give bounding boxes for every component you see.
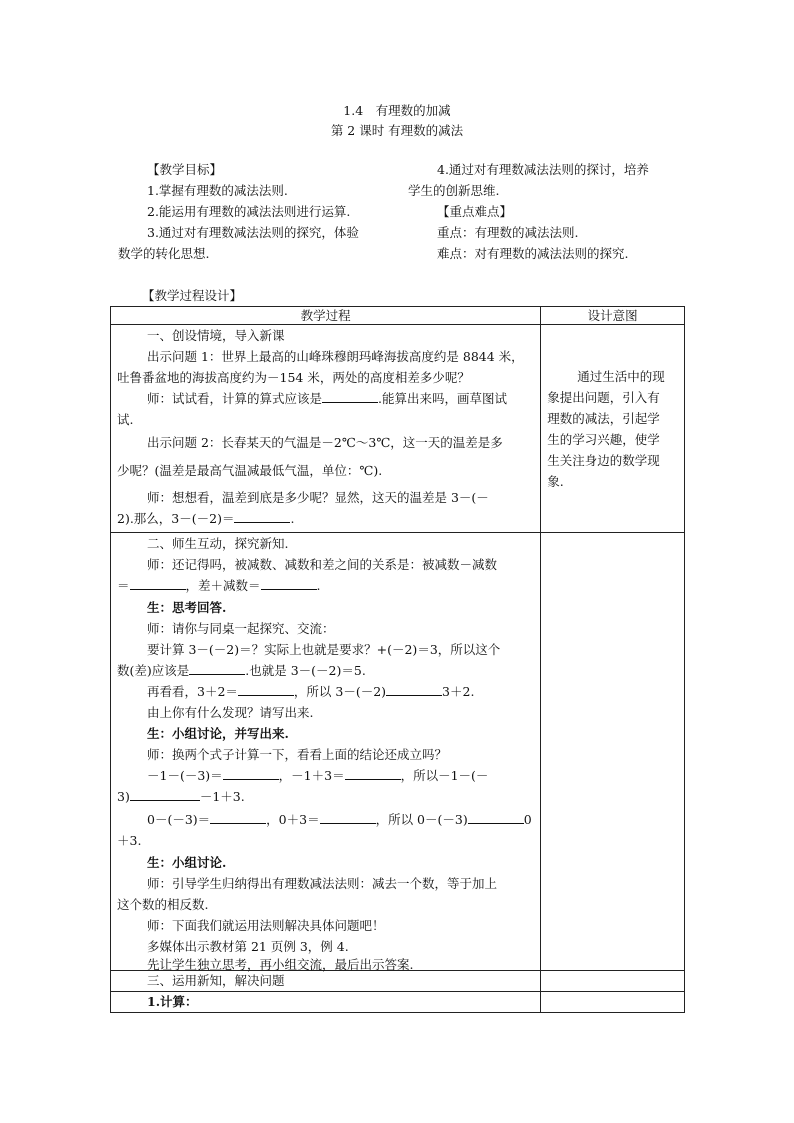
s2-line3-end: . [316, 578, 321, 593]
answer-blank[interactable] [234, 512, 290, 523]
answer-blank[interactable] [468, 813, 524, 824]
intent-line4: 生的学习兴趣，使学 [547, 432, 660, 447]
intent-line5: 生关注身边的数学现 [547, 453, 660, 468]
answer-blank[interactable] [189, 664, 245, 675]
objective-4-line2: 学生的创新思维. [408, 183, 500, 198]
objective-4-line1: 4.通过对有理数减法法则的探讨，培养 [437, 162, 649, 177]
answer-blank[interactable] [238, 685, 294, 696]
s2-student-line2: 生：小组讨论，并写出来. [147, 726, 289, 741]
section2-intent [541, 533, 685, 971]
answer-blank[interactable] [130, 790, 200, 801]
s2-line11: 师：换两个式子计算一下，看看上面的结论还成立吗？ [147, 747, 448, 762]
teacher-line2: 师：想想看，温差到底是多少呢？显然，这天的温差是 3－(－ [147, 490, 489, 505]
intent-line2: 象提出问题，引入有 [547, 390, 660, 405]
s2-line17: 师：引导学生归纳得出有理数减法法则：减去一个数，等于加上 [147, 876, 498, 891]
s2-line7-end: .也就是 3－(－2)＝5. [245, 663, 366, 678]
s2-line8-mid: ，所以 3－(－2) [293, 684, 387, 699]
s2-line3-text: ＝ [117, 578, 130, 593]
intent-line6: 象. [547, 474, 564, 489]
teacher-line1 [147, 392, 507, 406]
section1-content [111, 325, 541, 533]
table-row [111, 992, 685, 1013]
s2-line19: 师：下面我们就运用法则解决具体问题吧！ [147, 918, 385, 933]
section2-heading: 二、师生互动，探究新知. [147, 536, 289, 551]
s2-line7-text: 数(差)应该是 [117, 663, 190, 678]
s2-line2: 师：还记得吗，被减数、减数和差之间的关系是：被减数－减数 [147, 557, 498, 572]
answer-blank[interactable] [386, 685, 442, 696]
answer-blank[interactable] [320, 813, 376, 824]
section1-intent [541, 325, 685, 533]
s2-line12-end: ，所以－1－(－ [400, 768, 489, 783]
s2-line7 [117, 664, 366, 678]
section2-content [111, 533, 541, 971]
objective-1: 1.掌握有理数的减法法则. [147, 183, 288, 198]
teacher-line2-cont [117, 512, 294, 526]
lesson-subtitle: 第 2 课时 有理数的减法 [330, 123, 464, 138]
table-row [111, 325, 685, 533]
column-header-process: 教学过程 [111, 307, 541, 325]
s2-line14-end: 0 [523, 812, 532, 827]
answer-blank[interactable] [210, 813, 266, 824]
s2-line13 [117, 790, 245, 804]
s2-line14 [147, 813, 532, 827]
s2-line12 [147, 769, 488, 783]
problem1-line1: 出示问题 1：世界上最高的山峰珠穆朗玛峰海拔高度约是 8844 米， [147, 349, 524, 364]
answer-blank[interactable] [130, 579, 186, 590]
s2-line9: 由上你有什么发现？请写出来. [147, 705, 314, 720]
key-points-heading: 【重点难点】 [437, 204, 513, 219]
difficult-point: 难点：对有理数的减法法则的探究. [437, 246, 629, 261]
teacher-line1-rest: .能算出来吗，画草图试 [378, 391, 507, 406]
s2-line15: ＋3. [117, 833, 142, 848]
section3-item: 1.计算： [147, 994, 198, 1009]
problem2-line1: 出示问题 2：长春某天的气温是－2℃～3℃，这一天的温差是多 [147, 435, 503, 450]
s2-line20: 多媒体出示教材第 21 页例 3，例 4. [147, 939, 349, 954]
s2-line8-text: 再看看，3＋2＝ [147, 684, 238, 699]
s2-line14-mid2: ，所以 0－(－3) [375, 812, 468, 827]
s2-line5: 师：请你与同桌一起探究、交流： [147, 621, 335, 636]
intent-line1: 通过生活中的现 [577, 369, 665, 384]
s2-line6: 要计算 3－(－2)＝？实际上也就是要求？+(－2)＝3，所以这个 [147, 642, 501, 657]
s2-line3 [117, 579, 321, 593]
s2-line18: 这个数的相反数. [117, 897, 209, 912]
answer-blank[interactable] [223, 769, 279, 780]
section3-content [111, 992, 541, 1013]
teacher-line2-text: 2).那么，3－(－2)＝ [117, 511, 235, 526]
objective-3-line2: 数学的转化思想. [118, 246, 210, 261]
process-heading: 【教学过程设计】 [142, 288, 243, 303]
section1-heading: 一、创设情境，导入新课 [147, 328, 285, 343]
problem2-line2: 少呢？(温差是最高气温减最低气温，单位：℃). [117, 463, 383, 478]
s2-line14-text: 0－(－3)＝ [147, 812, 211, 827]
objective-3-line1: 3.通过对有理数减法法则的探究，体验 [147, 225, 359, 240]
section3-intent-2 [541, 992, 685, 1013]
table-header-row [111, 307, 685, 325]
section3-heading-cell [111, 971, 541, 992]
section3-heading: 三、运用新知，解决问题 [147, 973, 285, 988]
s2-line14-mid: ，0＋3＝ [266, 812, 320, 827]
s2-line12-mid: ，－1＋3＝ [278, 768, 345, 783]
column-header-intent: 设计意图 [541, 307, 685, 325]
teacher-line2-end: . [290, 511, 295, 526]
answer-blank[interactable] [261, 579, 317, 590]
s2-line3-mid: ，差＋减数＝ [185, 578, 261, 593]
table-row [111, 533, 685, 971]
teaching-process-table [110, 306, 685, 1013]
intent-line3: 理数的减法，引起学 [547, 411, 660, 426]
s2-line8-end: 3＋2. [442, 684, 475, 699]
s2-line12-text: －1－(－3)＝ [147, 768, 223, 783]
answer-blank[interactable] [345, 769, 401, 780]
s2-line21: 先让学生独立思考，再小组交流，最后出示答案. [147, 957, 414, 972]
problem1-line2: 吐鲁番盆地的海拔高度约为－154 米，两处的高度相差多少呢？ [117, 370, 470, 385]
table-row [111, 971, 685, 992]
s2-line13-end: －1＋3. [199, 789, 245, 804]
lesson-title: 1.4 有理数的加减 [343, 103, 451, 118]
objective-2: 2.能运用有理数的减法法则进行运算. [147, 204, 351, 219]
teacher-line1-cont: 试. [117, 412, 134, 427]
s2-line8 [147, 685, 474, 699]
s2-student-line1: 生：思考回答. [147, 600, 227, 615]
objectives-heading: 【教学目标】 [147, 162, 223, 177]
teacher-line1-text: 师：试试看，计算的算式应该是 [147, 391, 323, 406]
section3-intent [541, 971, 685, 992]
s2-line13-text: 3) [117, 789, 130, 804]
key-point: 重点：有理数的减法法则. [437, 225, 579, 240]
s2-student-line3: 生：小组讨论. [147, 855, 227, 870]
answer-blank[interactable] [322, 392, 378, 403]
